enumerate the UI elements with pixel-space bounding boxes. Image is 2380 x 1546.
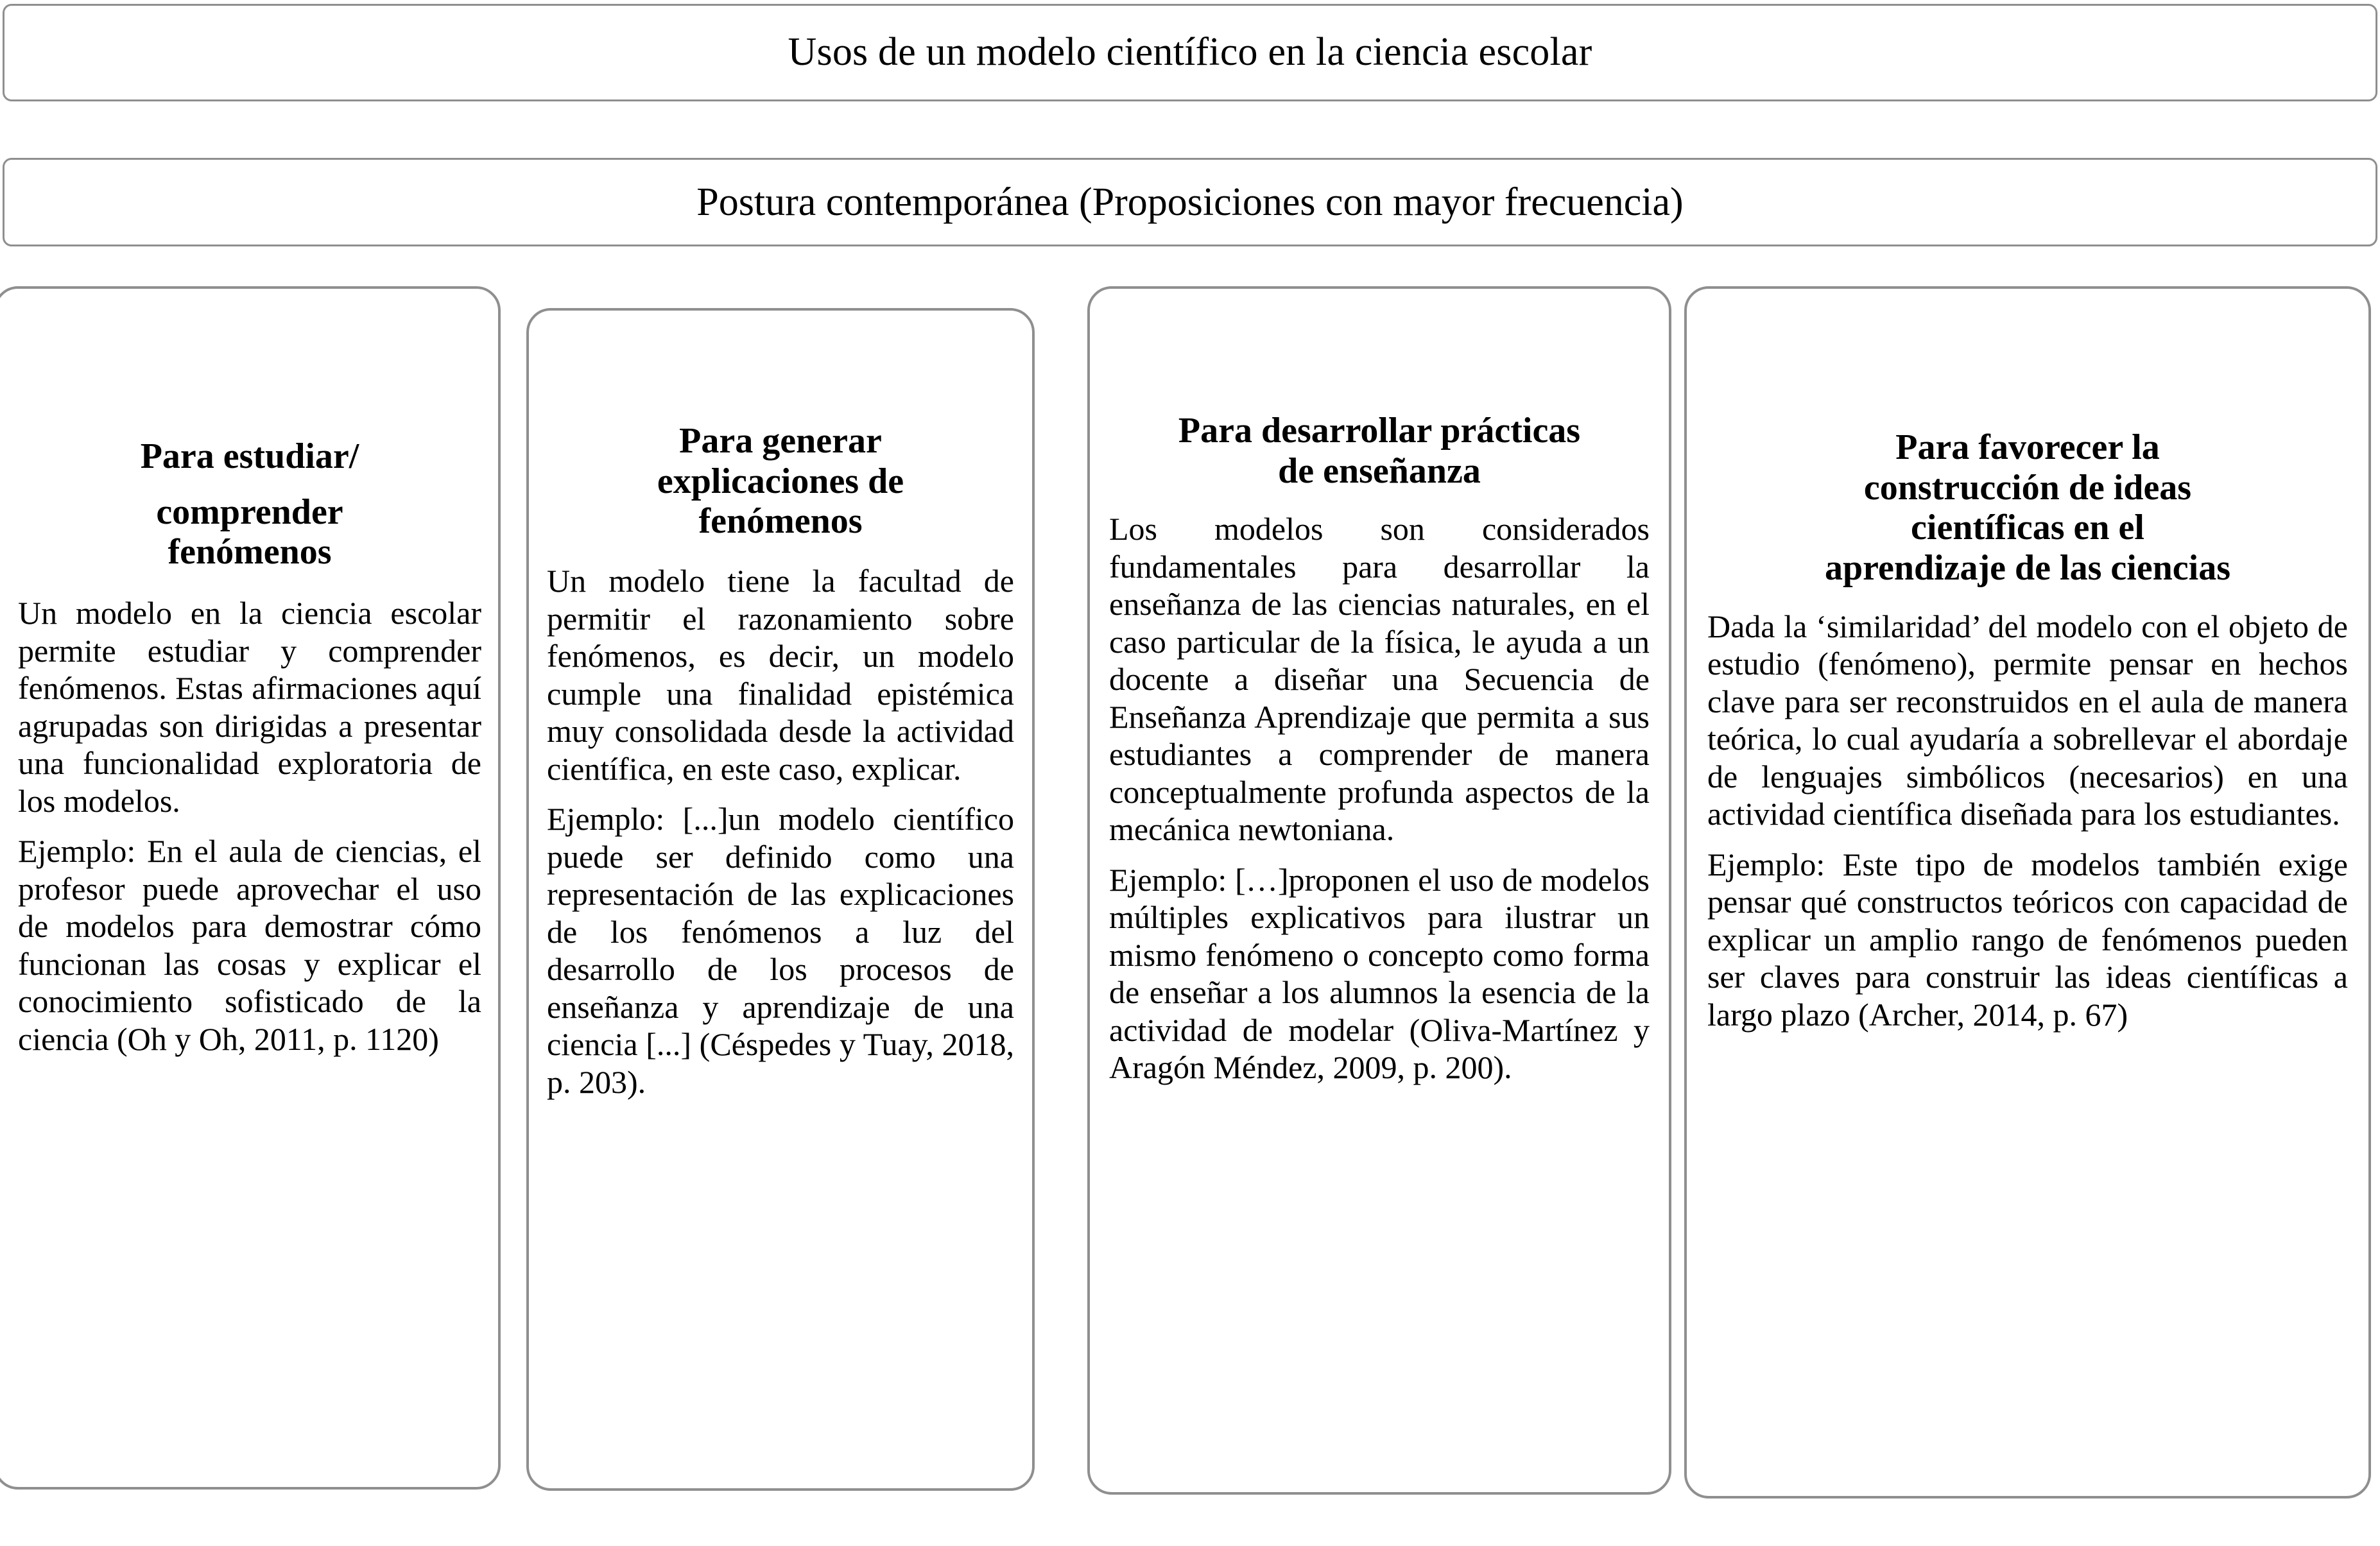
card-example: Ejemplo: [...]un modelo científico puede ser definido como una representación de las explicaciones de los fenómenos a luz del desarrollo de los procesos de enseñanza y aprendizaje de una ciencia [...] (Céspedes y Tuay, 2018, p. 203).: [547, 801, 1014, 1100]
subtitle-inner: [4, 160, 2376, 245]
card-content: [529, 311, 1032, 1488]
category-card-generar-explicaciones: [526, 308, 1035, 1491]
card-heading: [18, 436, 481, 572]
card-content: [1090, 289, 1669, 1492]
card-heading-line-2: explicaciones de: [657, 461, 904, 501]
card-heading-line-2: construcción de ideas: [1863, 467, 2192, 508]
category-card-estudiar-comprender-fenomenos: [0, 286, 501, 1490]
subtitle-text: Postura contemporánea (Proposiciones con mayor frecuencia): [696, 180, 1684, 224]
card-content: [0, 289, 498, 1487]
card-heading-line-1: Para estudiar/: [140, 436, 359, 476]
card-description: Dada la ‘similaridad’ del modelo con el objeto de estudio (fenómeno), permite pensar en hechos clave para ser reconstruidos en el aula de manera teórica, lo cual ayudaría a sobrellevar el abordaje de lenguajes simbólicos (necesarios) en una actividad científica diseñada para los estudiantes.: [1707, 608, 2348, 832]
category-card-desarrollar-practicas-ensenanza: [1087, 286, 1671, 1495]
card-heading-line-1: Para desarrollar prácticas: [1178, 411, 1581, 451]
card-description: Un modelo en la ciencia escolar permite estudiar y comprender fenómenos. Estas afirmaciones aquí agrupadas son dirigidas a presentar una funcionalidad exploratoria de los modelos.: [18, 595, 481, 819]
card-heading-gap: [21, 477, 479, 492]
card-heading: [1707, 427, 2348, 588]
card-example: Ejemplo: Este tipo de modelos también exige pensar qué constructos teóricos con capacidad de explicar un amplio rango de fenómenos pueden ser claves para construir las ideas científicas a largo plazo (Archer, 2014, p. 67): [1707, 846, 2348, 1033]
category-card-favorecer-construccion-ideas: [1684, 286, 2371, 1499]
card-heading-line-3: fenómenos: [698, 501, 863, 542]
card-heading-line-3: científicas en el: [1911, 508, 2144, 548]
card-heading-line-3: fenómenos: [168, 532, 332, 572]
card-heading: [547, 421, 1014, 542]
card-heading-line-2: de enseñanza: [1278, 451, 1481, 491]
card-description: Los modelos son considerados fundamentales para desarrollar la enseñanza de las ciencias naturales, en el caso particular de la física, le ayuda a un docente a diseñar una Secuencia de Enseñanza Aprendizaje que permita a sus estudiantes a comprender de manera conceptualmente profunda aspectos de la mecánica newtoniana.: [1109, 511, 1650, 848]
card-heading-line-1: Para generar: [679, 421, 882, 461]
diagram-subtitle-bar: [3, 158, 2377, 246]
card-content: [1687, 289, 2368, 1496]
page-title: Usos de un modelo científico en la ciencia escolar: [788, 30, 1592, 74]
card-description: Un modelo tiene la facultad de permitir el razonamiento sobre fenómenos, es decir, un modelo cumple una finalidad epistémica muy consolidada desde la actividad científica, en este caso, explicar.: [547, 563, 1014, 787]
card-example: Ejemplo: […]proponen el uso de modelos múltiples explicativos para ilustrar un mismo fenómeno o concepto como forma de enseñar a los alumnos la esencia de la actividad de modelar (Oliva-Martínez y Aragón Méndez, 2009, p. 200).: [1109, 861, 1650, 1086]
card-heading: [1109, 411, 1650, 491]
card-heading-line-4: aprendizaje de las ciencias: [1824, 548, 2231, 588]
diagram-title-bar: [3, 4, 2377, 101]
card-example: Ejemplo: En el aula de ciencias, el profesor puede aprovechar el uso de modelos para demostrar cómo funcionan las cosas y explicar el conocimiento sofisticado de la ciencia (Oh y Oh, 2011, p. 1120): [18, 833, 481, 1057]
card-heading-line-1: Para favorecer la: [1895, 427, 2160, 467]
card-heading-line-2: comprender: [156, 492, 343, 532]
